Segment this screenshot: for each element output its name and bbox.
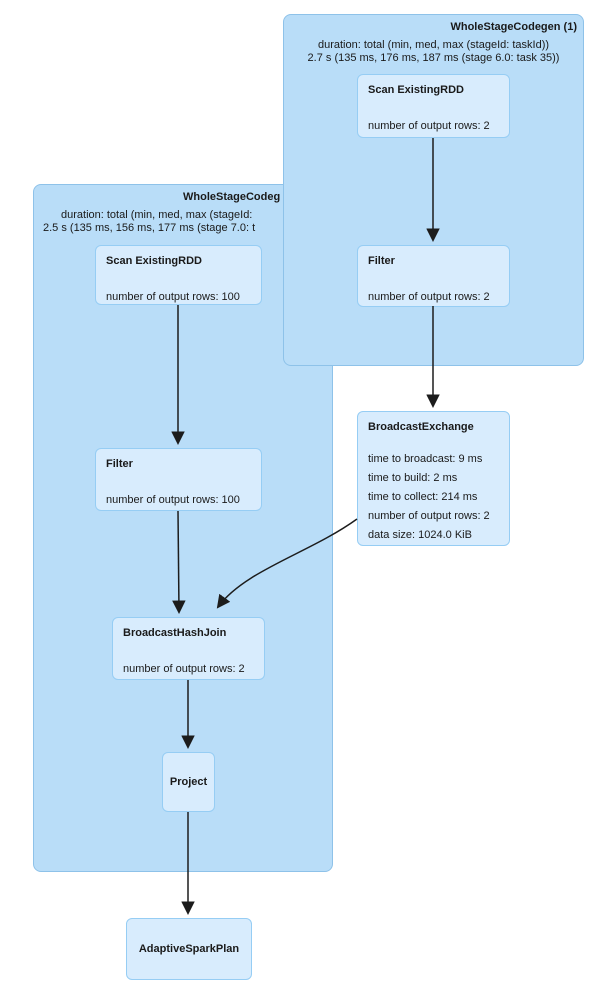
cluster-wsc1-duration-line1: duration: total (min, med, max (stageId: taskId)) <box>317 39 550 51</box>
plan-node-project[interactable] <box>162 752 215 812</box>
node-metric: time to collect: 214 ms <box>368 491 478 503</box>
cluster-wsc1-duration <box>284 39 583 65</box>
node-title: Project <box>169 776 208 788</box>
node-metric: time to broadcast: 9 ms <box>368 453 483 465</box>
plan-node-broadcast-hash-join[interactable] <box>112 617 265 680</box>
cluster-wsc1-title: WholeStageCodegen (1) <box>450 21 577 33</box>
plan-node-filter-1[interactable] <box>357 245 510 307</box>
node-metric: number of output rows: 2 <box>123 663 245 675</box>
node-metric: number of output rows: 2 <box>368 291 490 303</box>
plan-node-broadcast-exchange[interactable] <box>357 411 510 546</box>
node-metric: data size: 1024.0 KiB <box>368 529 472 541</box>
plan-node-scan-existingrdd-2[interactable] <box>95 245 262 305</box>
plan-node-adaptive-spark-plan[interactable] <box>126 918 252 980</box>
cluster-wsc2-title: WholeStageCodeg <box>183 191 281 203</box>
cluster-wsc1-duration-line2: 2.7 s (135 ms, 176 ms, 187 ms (stage 6.0: task 35)) <box>307 52 560 64</box>
node-title: BroadcastExchange <box>368 421 474 433</box>
cluster-wholestagecodegen-1 <box>283 14 584 366</box>
node-metric: number of output rows: 2 <box>368 510 490 522</box>
node-metric: number of output rows: 100 <box>106 494 240 506</box>
node-title: Scan ExistingRDD <box>368 84 464 96</box>
node-title: AdaptiveSparkPlan <box>138 943 240 955</box>
node-title: Filter <box>106 458 133 470</box>
node-metric: time to build: 2 ms <box>368 472 458 484</box>
node-metric: number of output rows: 2 <box>368 120 490 132</box>
cluster-wsc2-duration-line2: 2.5 s (135 ms, 156 ms, 177 ms (stage 7.0: t <box>43 222 256 234</box>
node-metric: number of output rows: 100 <box>106 291 240 303</box>
plan-node-filter-2[interactable] <box>95 448 262 511</box>
node-title: Scan ExistingRDD <box>106 255 202 267</box>
cluster-wsc2-duration-line1: duration: total (min, med, max (stageId: <box>61 209 253 221</box>
plan-node-scan-existingrdd-1[interactable] <box>357 74 510 138</box>
node-title: Filter <box>368 255 395 267</box>
node-title: BroadcastHashJoin <box>123 627 227 639</box>
